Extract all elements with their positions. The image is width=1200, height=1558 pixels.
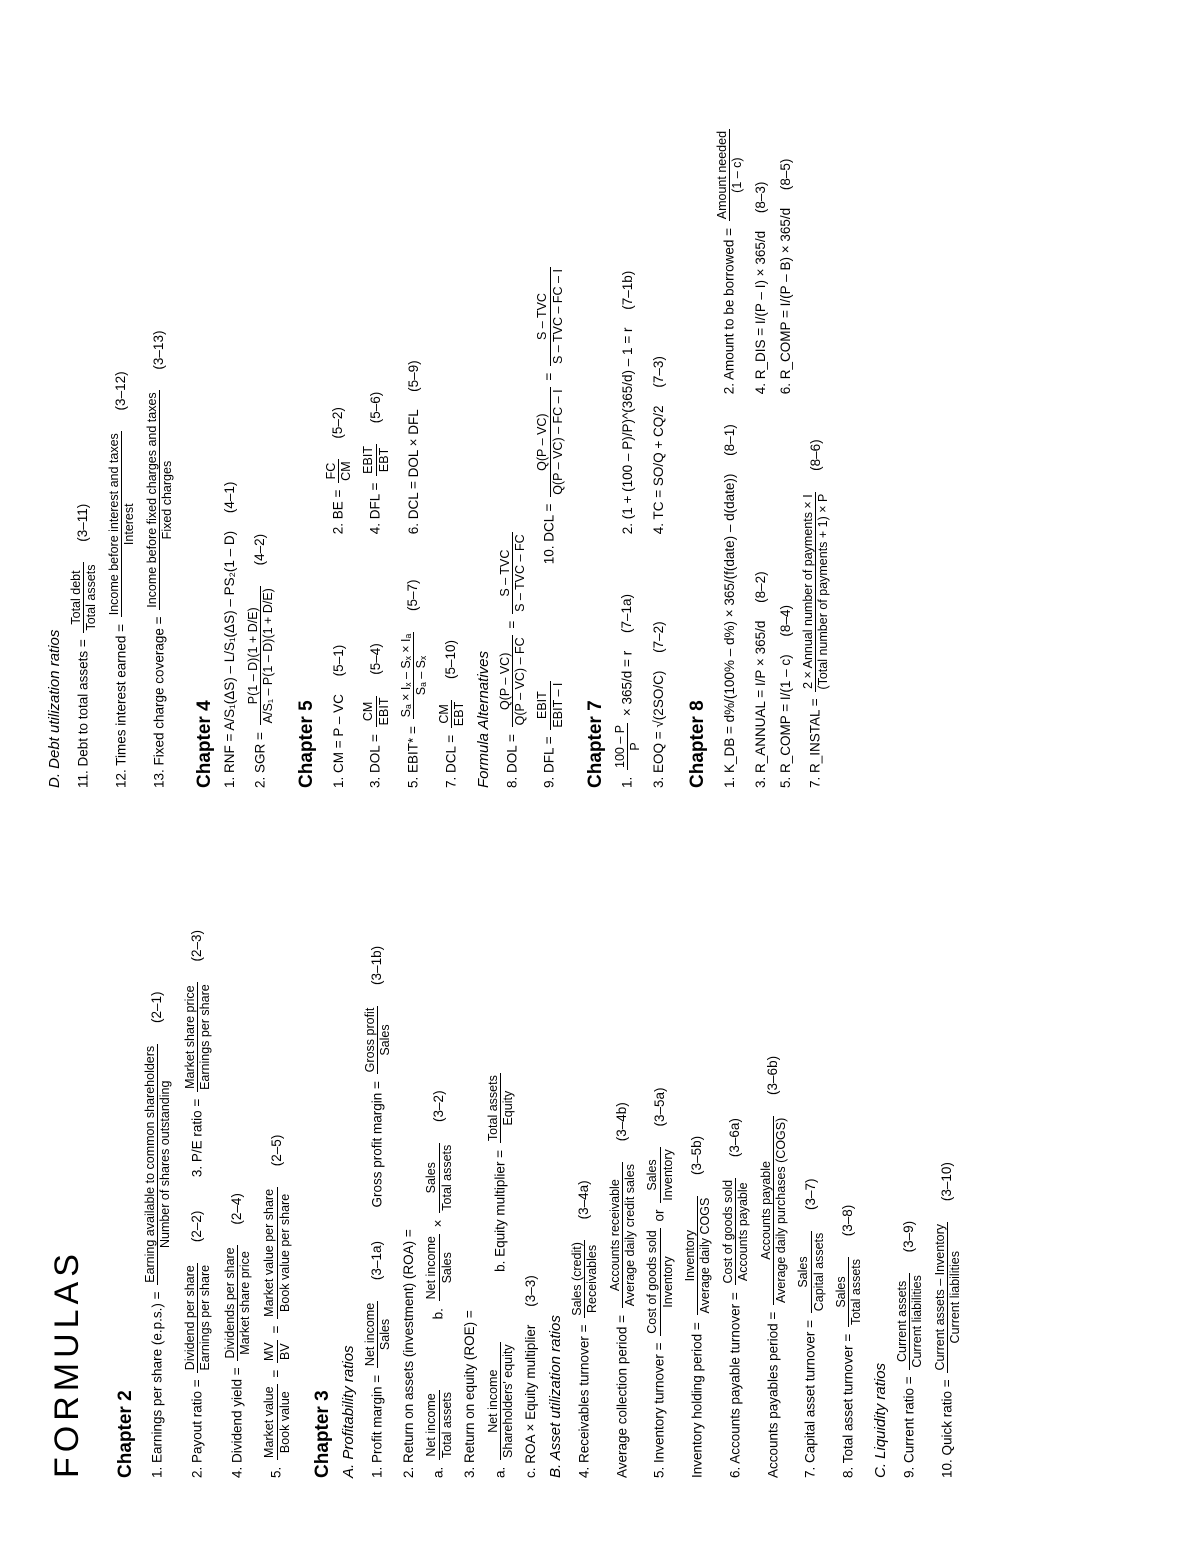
- section-asset-utilization-ratios: B. Asset utilization ratios: [546, 1315, 564, 1478]
- formula-8-1-and-8-2: 1. K_DB = d%/(100% – d%) × 365/(f(date) – d(date)) (8–1) 2. Amount to be borrowed = Amount needed (1 – c): [714, 130, 745, 788]
- formula-3-8: 8. Total asset turnover = Sales Total assets (3–8): [834, 1204, 864, 1478]
- formula-5-4-and-5-6: 3. DOL = CM EBIT (5–4) 4. DFL = EBIT EBT (5–6): [361, 391, 391, 788]
- formula-3-9: 9. Current ratio = Current assets Current liabilities (3–9): [894, 1220, 925, 1478]
- formula-2-1: 1. Earnings per share (e.p.s.) = Earning available to common shareholders Number of shares outstanding (2–1): [143, 991, 173, 1478]
- formula-3-11: 11. Debt to total assets = Total debt Total assets (3–11): [69, 503, 99, 788]
- formula-8-6: 7. R_INSTAL = 2 × Annual number of payments × I (Total number of payments + 1) × P (8–6): [801, 439, 831, 788]
- formula-4-1: 1. RNF = A/S₁(ΔS) – L/S₁(ΔS) – PS₂(1 – D) (4–1): [222, 481, 238, 788]
- formula-alt-9-and-10: 9. DFL = EBIT EBIT – I 10. DCL = Q(P – VC) Q(P – VC) – FC – I = S – TVC S – TVC – FC – I: [535, 269, 565, 788]
- formula-3-3c: c. ROA × Equity multiplier (3–3): [523, 1275, 539, 1478]
- formula-2-4: 4. Dividend yield = Dividends per share Market share price (2–4): [222, 1193, 252, 1478]
- page-title: FORMULAS: [48, 1249, 86, 1478]
- formula-3-10: 10. Quick ratio = Current assets – Inventory Current liabilities (3–10): [932, 1162, 962, 1478]
- formula-5-7-and-5-9: 5. EBIT* = Sₐ × Iₓ – Sₓ × Iₐ Sₐ – Sₓ (5–7) 6. DCL = DOL × DFL (5–9): [399, 360, 429, 788]
- formula-7-1: 1. 100 – P P × 365/d = r (7–1a) 2. (1 + (100 – P)/P)^(365/d) – 1 = r (7–1b): [613, 270, 643, 788]
- formula-2-2-and-2-3: 2. Payout ratio = Dividend per share Earnings per share (2–2) 3. P/E ratio = Market share price Earnings per share (2–3): [182, 930, 213, 1478]
- formula-alt-8: 8. DOL = Q(P – VC) Q(P – VC) – FC = S – TVC S – TVC – FC: [497, 534, 527, 788]
- formula-3-6b: Accounts payables period = Accounts payable Average daily purchases (COGS) (3–6b): [758, 1055, 788, 1478]
- chapter-3-heading: Chapter 3: [312, 1390, 333, 1478]
- chapter-7-heading: Chapter 7: [585, 700, 607, 788]
- formula-7-2-and-7-3: 3. EOQ = √(2SO/C) (7–2) 4. TC = SO/Q + CQ/2 (7–3): [651, 356, 667, 788]
- section-liquidity-ratios: C. Liquidity ratios: [871, 1362, 889, 1478]
- formula-3-4b: Average collection period = Accounts receivable Average daily credit sales (3–4b): [607, 1102, 637, 1478]
- formula-4-2: 2. SGR = P(1 – D)(1 + D/E) A/S₁ – P(1 – D)(1 + D/E) (4–2): [245, 533, 276, 788]
- formula-2-5: 5. Market value Book value = MV BV = Market value per share Book value per share (2–5): [262, 1134, 292, 1478]
- section-formula-alternatives: Formula Alternatives: [474, 651, 492, 788]
- formula-3-12: 12. Times interest earned = Income before interest and taxes Interest (3–12): [106, 371, 137, 788]
- formula-5-1-and-5-2: 1. CM = P – VC (5–1) 2. BE = FC CM (5–2): [323, 407, 353, 788]
- chapter-4-heading: Chapter 4: [194, 700, 216, 788]
- formula-3-1: 1. Profit margin = Net income Sales (3–1a) Gross profit margin = Gross profit Sales (3–1b): [363, 945, 393, 1478]
- section-debt-utilization-ratios: D. Debt utilization ratios: [46, 629, 63, 788]
- chapter-5-heading: Chapter 5: [295, 700, 317, 788]
- formula-3-4a: 4. Receivables turnover = Sales (credit) Receivables (3–4a): [569, 1180, 600, 1478]
- right-column: [40, 48, 839, 788]
- formula-8-2-and-8-3: 3. R_ANNUAL = I/P × 365/d (8–2) 4. R_DIS = I/(P – I) × 365/d (8–3): [753, 181, 769, 788]
- formula-3-7: 7. Capital asset turnover = Sales Capital assets (3–7): [796, 1178, 826, 1478]
- chapter-8-heading: Chapter 8: [686, 700, 708, 788]
- formula-3-2-label: 2. Return on assets (investment) (ROA) =: [400, 1229, 416, 1478]
- formula-3-13: 13. Fixed charge coverage = Income before fixed charges and taxes Fixed charges (3–13): [144, 330, 174, 788]
- formula-3-2: a. Net income Total assets b. Net income Sales × Sales Total assets (3–2): [424, 1090, 454, 1478]
- chapter-2-heading: Chapter 2: [115, 1390, 136, 1478]
- formula-3-5b: Inventory holding period = Inventory Average daily COGS (3–5b): [683, 1135, 713, 1478]
- formula-3-6a: 6. Accounts payable turnover = Cost of goods sold Accounts payable (3–6a): [720, 1118, 751, 1478]
- formula-5-10: 7. DCL = CM EBT (5–10): [436, 639, 467, 788]
- formula-8-4-and-8-5: 5. R_COMP = I/(1 – c) (8–4) 6. R_COMP = I/(P – B) × 365/d (8–5): [777, 158, 793, 788]
- left-column: [40, 788, 970, 1478]
- formula-3-5a: 5. Inventory turnover = Cost of goods sold Inventory or Sales Inventory (3–5a): [645, 1087, 675, 1478]
- formula-3-3ab: a. Net income Shareholders' equity b. Equity multiplier = Total assets Equity: [485, 1075, 515, 1478]
- section-profitability-ratios: A. Profitability ratios: [340, 1345, 357, 1478]
- formula-3-3-label: 3. Return on equity (ROE) =: [462, 1310, 478, 1478]
